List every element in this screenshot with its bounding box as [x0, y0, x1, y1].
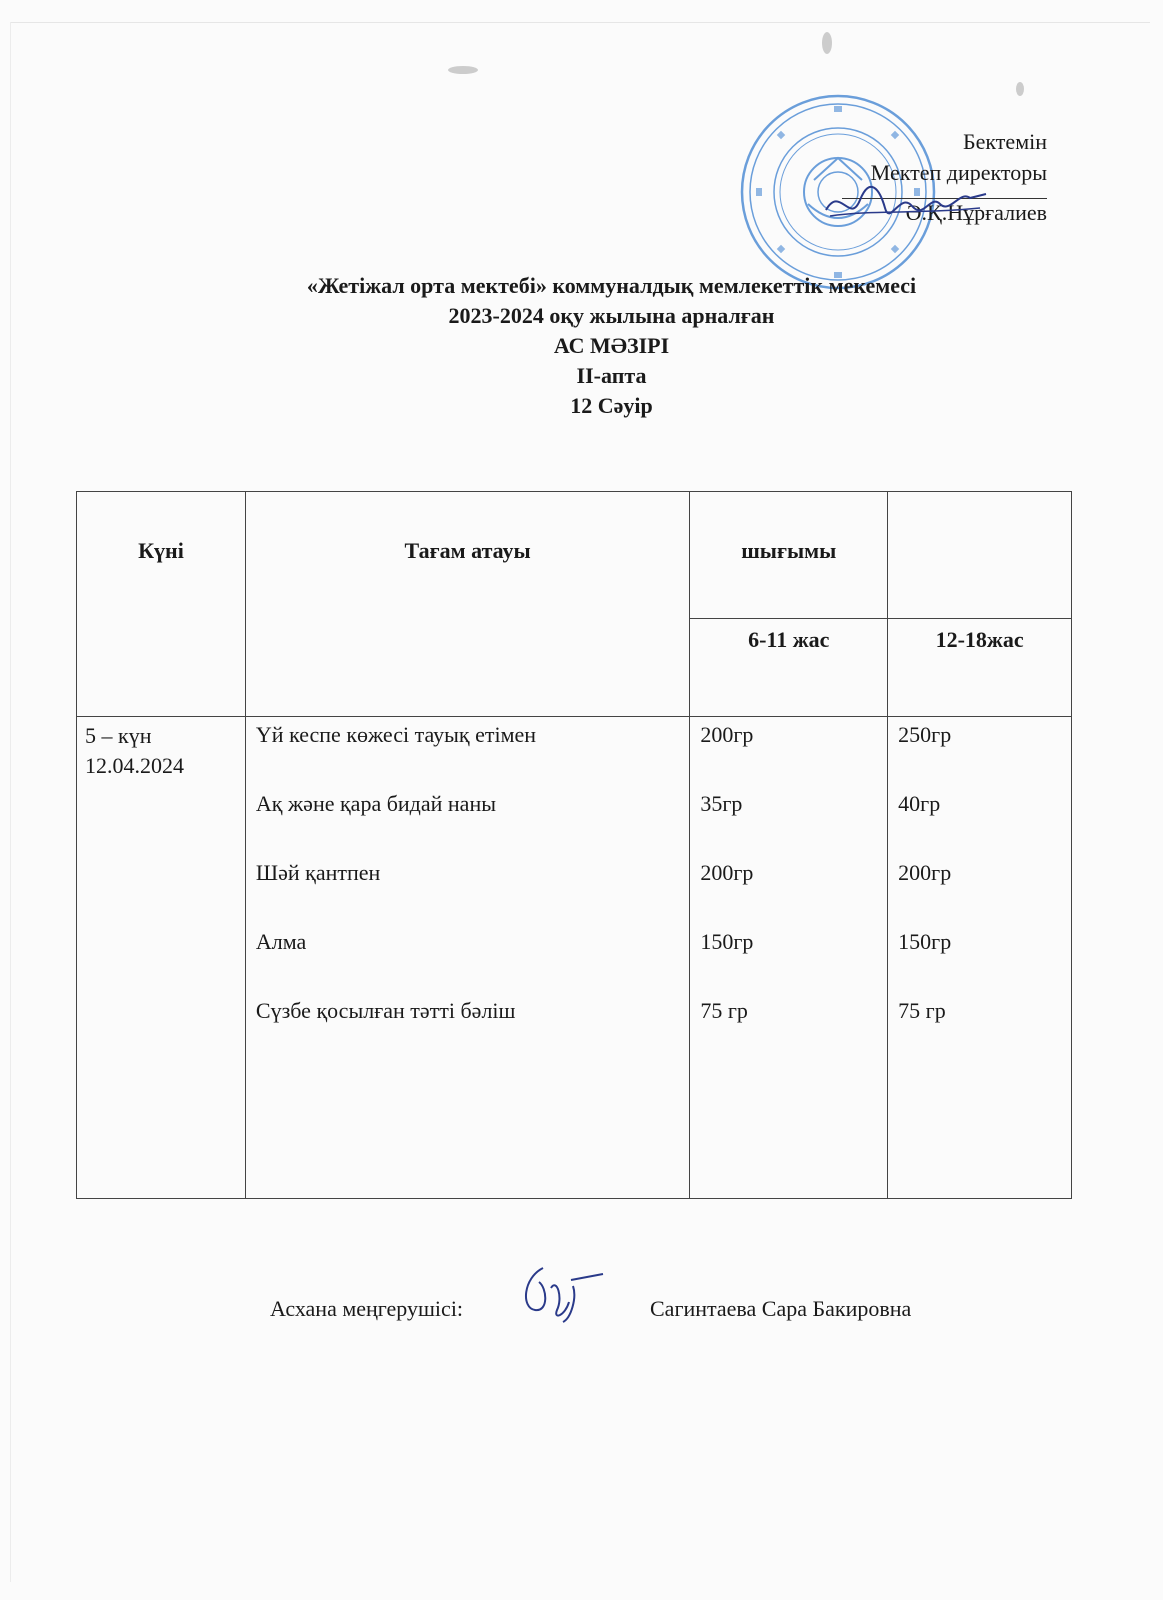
institution-name: «Жетіжал орта мектебі» коммуналдық мемлекеттік мекемесі — [306, 273, 917, 298]
dish-name: Алма — [255, 929, 307, 954]
canteen-manager-label: Асхана меңгерушісі: — [270, 1296, 464, 1321]
day-date: 12.04.2024 — [85, 753, 184, 778]
menu-table — [76, 491, 1072, 1199]
portion-value: 150гр — [700, 929, 754, 954]
director-name: Ә.Қ.Нұрғалиев — [905, 200, 1047, 225]
day-label: 5 – күн — [85, 723, 152, 748]
document-header — [0, 271, 1163, 421]
portion-6-11-cell — [690, 717, 888, 1199]
portion-value: 200гр — [700, 860, 754, 885]
dish-name: Сүзбе қосылған тәтті бәліш — [255, 998, 516, 1023]
portion-value: 75 гр — [898, 998, 946, 1023]
academic-year: 2023-2024 оқу жылына арналған — [448, 303, 775, 328]
header-blank — [888, 492, 1072, 619]
header-output: шығымы — [690, 492, 888, 619]
director-position: Мектеп директоры — [870, 160, 1047, 185]
week-label: ІІ-апта — [576, 363, 647, 388]
dish-cell — [245, 717, 689, 1199]
header-age-12-18: 12-18жас — [888, 619, 1072, 717]
portion-value: 200гр — [898, 860, 952, 885]
portion-value: 35гр — [700, 791, 743, 816]
table-row — [77, 717, 1072, 1199]
canteen-manager-name: Сагинтаева Сара Бакировна — [650, 1296, 912, 1321]
scan-smudge — [1016, 82, 1024, 96]
portion-value: 250гр — [898, 722, 952, 747]
menu-date: 12 Сәуір — [570, 393, 653, 418]
menu-title: АС МӘЗІРІ — [553, 333, 670, 358]
portion-12-18-cell — [888, 717, 1072, 1199]
dish-name: Ақ және қара бидай наны — [255, 791, 496, 816]
scan-smudge — [448, 66, 478, 74]
page-edge-top — [10, 22, 1150, 23]
header-age-6-11: 6-11 жас — [690, 619, 888, 717]
dish-name: Үй кеспе көжесі тауық етімен — [255, 722, 537, 747]
director-signature — [820, 180, 990, 230]
approval-title: Бектемін — [963, 129, 1047, 154]
portion-value: 40гр — [898, 791, 941, 816]
portion-value: 150гр — [898, 929, 952, 954]
portion-value: 75 гр — [700, 998, 748, 1023]
dish-name: Шәй қантпен — [255, 860, 381, 885]
header-dish: Тағам атауы — [245, 492, 689, 717]
portion-value: 200гр — [700, 722, 754, 747]
scan-smudge — [822, 32, 832, 54]
header-day: Күні — [77, 492, 246, 717]
page-edge-left — [10, 22, 11, 1582]
table-header-row — [77, 492, 1072, 619]
day-cell — [77, 717, 246, 1199]
canteen-manager-signature — [513, 1258, 613, 1328]
